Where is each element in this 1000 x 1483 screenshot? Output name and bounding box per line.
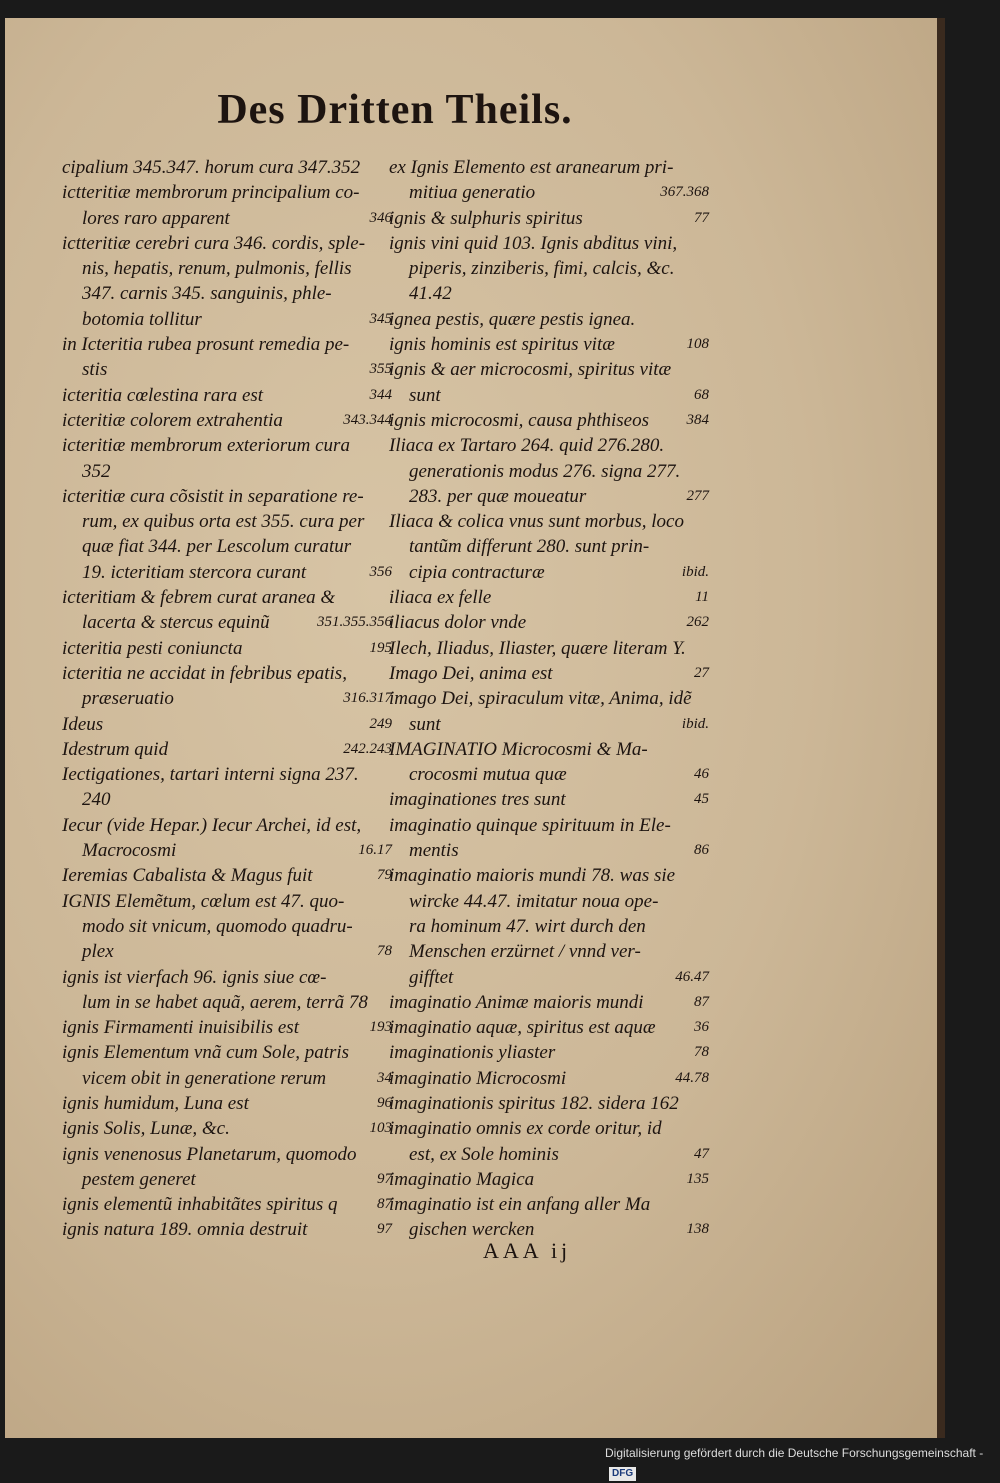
index-entry-text: IMAGINATIO Microcosmi & Ma- <box>389 738 648 760</box>
index-entry-page: 79 <box>377 867 392 884</box>
index-entry-page: 46.47 <box>675 968 709 985</box>
index-entry <box>389 509 709 534</box>
index-entry <box>389 1091 709 1116</box>
index-entry <box>389 560 709 585</box>
index-entry <box>62 939 392 964</box>
index-entry <box>389 433 709 458</box>
index-entry-text: vicem obit in generatione rerum <box>82 1067 327 1089</box>
index-entry-page: 367.368 <box>660 184 709 201</box>
index-entry-text: ex Ignis Elemento est aranearum pri- <box>389 157 674 178</box>
index-entry <box>389 889 709 914</box>
index-entry-text: generationis modus 276. signa 277. <box>409 460 681 482</box>
index-entry-page: 316.317 <box>343 690 392 707</box>
index-entry-text: imaginatio ist ein anfang aller Ma <box>389 1194 651 1216</box>
index-entry-text: ignis Solis, Lunæ, &c. <box>62 1118 230 1140</box>
index-entry-text: stis <box>82 359 108 381</box>
index-entry-page: 86 <box>694 842 709 859</box>
index-entry <box>389 914 709 939</box>
index-entry-text: crocosmi mutua quæ <box>409 764 567 786</box>
index-entry-text: piperis, zinziberis, fimi, calcis, &c. <box>409 258 675 280</box>
index-entry-text: gischen wercken <box>409 1219 535 1241</box>
index-entry-text: quæ fiat 344. per Lescolum curatur <box>82 536 352 558</box>
index-entry <box>62 813 392 838</box>
index-entry-page: 47 <box>694 1145 709 1162</box>
index-entry <box>62 838 392 863</box>
index-entry <box>62 256 392 281</box>
index-entry-text: ignis & aer microcosmi, spiritus vitæ <box>389 359 672 381</box>
index-entry-page: 351.355.356 <box>317 614 392 631</box>
index-entry-page: 78 <box>377 943 392 960</box>
index-entry <box>389 838 709 863</box>
index-entry <box>62 534 392 559</box>
index-entry <box>62 307 392 332</box>
index-entry <box>62 686 392 711</box>
index-entry-page: 356 <box>369 563 392 580</box>
index-entry <box>389 1116 709 1141</box>
dfg-logo-icon: DFG <box>609 1467 636 1481</box>
index-entry-text: 19. icteritiam stercora curant <box>82 561 307 583</box>
index-entry-text: 41.42 <box>409 283 452 305</box>
index-entry-text: imaginationes tres sunt <box>389 789 566 811</box>
index-entry <box>62 1192 392 1217</box>
index-entry-text: Iliaca & colica vnus sunt morbus, loco <box>389 511 684 533</box>
index-entry <box>389 408 709 433</box>
index-entry-page: 344 <box>369 386 392 403</box>
index-entry <box>389 383 709 408</box>
index-entry-text: cipalium 345.347. horum cura 347.352 <box>62 157 361 178</box>
index-entry-page: 108 <box>686 336 709 353</box>
index-entry <box>389 787 709 812</box>
signature-mark: AAA ij <box>483 1238 572 1263</box>
index-entry-text: imaginatio Microcosmi <box>389 1067 567 1089</box>
index-entry-page: 45 <box>694 791 709 808</box>
index-entry-page: 96 <box>377 1094 392 1111</box>
index-entry-text: Ilech, Iliadus, Iliaster, quære literam Y. <box>389 637 686 659</box>
index-entry <box>62 1142 392 1167</box>
index-entry <box>389 1040 709 1065</box>
index-entry-text: Iecur (vide Hepar.) Iecur Archei, id est, <box>62 814 362 836</box>
index-entry-page: 34 <box>377 1069 392 1086</box>
index-entry <box>62 231 392 256</box>
index-entry <box>389 585 709 610</box>
index-entry-text: botomia tollitur <box>82 308 202 330</box>
page-title: Des Dritten Theils. <box>217 87 573 133</box>
index-entry-text: icteritia cœlestina rara est <box>62 384 264 406</box>
index-entry-text: cipia contracturæ <box>409 561 545 583</box>
index-entry <box>62 357 392 382</box>
index-entry-text: ignis elementũ inhabitãtes spiritus q <box>62 1194 338 1216</box>
index-entry-text: 283. per quæ moueatur <box>409 485 587 507</box>
index-entry-text: ignis microcosmi, causa phthiseos <box>389 409 650 431</box>
index-entry-text: ignis hominis est spiritus vitæ <box>389 334 615 356</box>
index-entry <box>389 459 709 484</box>
index-entry <box>389 712 709 737</box>
index-entry-page: 97 <box>377 1221 392 1238</box>
index-entry <box>62 281 392 306</box>
index-entry <box>62 610 392 635</box>
index-entry <box>62 484 392 509</box>
index-entry-text: ignis & sulphuris spiritus <box>389 207 583 229</box>
index-entry <box>389 332 709 357</box>
index-entry-text: wircke 44.47. imitatur noua ope- <box>409 890 659 912</box>
index-entry-text: gifftet <box>409 966 454 988</box>
index-entry <box>389 610 709 635</box>
index-entry-text: mentis <box>409 840 459 862</box>
index-entry-text: Idestrum quid <box>62 738 169 760</box>
index-entry <box>389 1015 709 1040</box>
index-entry <box>62 332 392 357</box>
index-entry-text: ignis Elementum vnã cum Sole, patris <box>62 1042 350 1064</box>
index-entry-text: Iliaca ex Tartaro 264. quid 276.280. <box>389 435 665 457</box>
index-entry-text: Macrocosmi <box>82 840 177 862</box>
index-entry-text: ignis venenosus Planetarum, quomodo <box>62 1143 357 1165</box>
index-entry-page: 262 <box>686 614 709 631</box>
index-entry <box>62 889 392 914</box>
index-entry <box>389 1142 709 1167</box>
index-entry-text: 352 <box>82 460 111 482</box>
index-entry-text: lum in se habet aquã, aerem, terrã 78 <box>82 991 368 1013</box>
index-entry-text: sunt <box>409 384 441 406</box>
index-entry <box>389 484 709 509</box>
index-entry-text: Ideus <box>62 713 104 735</box>
index-entry <box>389 686 709 711</box>
index-entry-text: icteritiæ colorem extrahentia <box>62 409 283 431</box>
index-entry-text: imaginatio quinque spirituum in Ele- <box>389 814 671 836</box>
index-entry-page: 345 <box>369 310 392 327</box>
index-entry-text: ignea pestis, quære pestis ignea. <box>389 308 636 330</box>
index-entry-text: 240 <box>82 789 111 811</box>
index-entry-text: icteritiæ membrorum exteriorum cura <box>62 435 350 457</box>
index-entry <box>62 1217 392 1242</box>
index-entry <box>62 636 392 661</box>
index-entry-text: icteritia ne accidat in febribus epatis, <box>62 662 347 684</box>
index-entry-text: imaginationis spiritus 182. sidera 162 <box>389 1092 679 1114</box>
index-entry <box>62 787 392 812</box>
index-entry-text: nis, hepatis, renum, pulmonis, fellis <box>82 258 352 280</box>
index-entry <box>389 661 709 686</box>
index-entry-page: 78 <box>694 1044 709 1061</box>
index-entry-page: 195 <box>369 639 392 656</box>
index-entry-text: Ieremias Cabalista & Magus fuit <box>62 865 313 887</box>
index-entry <box>62 1091 392 1116</box>
index-entry <box>389 256 709 281</box>
index-entry-text: imaginatio aquæ, spiritus est aquæ <box>389 1017 656 1039</box>
index-entry-text: ignis ist vierfach 96. ignis siue cœ- <box>62 966 327 988</box>
index-entry-text: ignis vini quid 103. Ignis abditus vini, <box>389 232 678 254</box>
index-entry-text: præseruatio <box>82 688 174 710</box>
index-entry <box>62 383 392 408</box>
index-entry <box>62 155 392 180</box>
index-entry <box>389 863 709 888</box>
index-entry-text: ignis natura 189. omnia destruit <box>62 1219 308 1241</box>
index-entry-text: est, ex Sole hominis <box>409 1143 559 1165</box>
index-entry-text: imaginationis yliaster <box>389 1042 556 1064</box>
index-entry-text: ra hominum 47. wirt durch den <box>409 915 646 937</box>
index-entry-text: imaginatio maioris mundi 78. was sie <box>389 865 676 887</box>
index-entry-page: 27 <box>694 664 709 681</box>
index-entry-text: in Icteritia rubea prosunt remedia pe- <box>62 334 350 356</box>
book-page <box>5 18 945 1438</box>
index-entry-text: lacerta & stercus equinũ <box>82 612 270 634</box>
index-entry <box>389 1167 709 1192</box>
index-entry-page: 44.78 <box>675 1069 709 1086</box>
index-entry <box>62 762 392 787</box>
index-entry <box>389 1192 709 1217</box>
index-entry <box>62 560 392 585</box>
index-entry <box>62 1066 392 1091</box>
index-entry <box>62 863 392 888</box>
index-entry-text: IGNIS Elemẽtum, cœlum est 47. quo- <box>62 890 345 912</box>
index-entry-page: 242.243 <box>343 740 392 757</box>
index-entry-page: 97 <box>377 1170 392 1187</box>
index-entry-page: 11 <box>695 589 709 606</box>
dfg-footer <box>605 1443 995 1479</box>
index-entry <box>62 509 392 534</box>
footer-text: Digitalisierung gefördert durch die Deutsche Forschungsgemeinschaft - <box>605 1446 984 1460</box>
index-entry-text: Iectigationes, tartari interni signa 237. <box>62 764 359 786</box>
index-entry-text: 347. carnis 345. sanguinis, phle- <box>82 283 332 305</box>
index-entry-text: imaginatio omnis ex corde oritur, id <box>389 1118 662 1140</box>
index-entry <box>389 231 709 256</box>
index-entry <box>62 1116 392 1141</box>
index-entry <box>62 180 392 205</box>
index-entry <box>389 534 709 559</box>
index-entry <box>62 737 392 762</box>
index-entry-text: iliaca ex felle <box>389 587 492 609</box>
index-entry <box>62 1040 392 1065</box>
index-entry <box>62 408 392 433</box>
index-entry-page: 103 <box>369 1120 392 1137</box>
index-entry <box>62 585 392 610</box>
index-entry <box>62 914 392 939</box>
index-entry <box>62 1167 392 1192</box>
index-entry <box>389 939 709 964</box>
index-entry <box>389 281 709 306</box>
index-entry-page: 36 <box>694 1019 709 1036</box>
index-entry-text: ictteritiæ membrorum principalium co- <box>62 182 360 204</box>
index-entry <box>389 180 709 205</box>
index-entry-text: mitiua generatio <box>409 182 536 204</box>
index-entry-text: pestem generet <box>82 1168 196 1190</box>
index-entry-page: 77 <box>694 209 709 226</box>
index-entry <box>389 965 709 990</box>
index-entry-page: ibid. <box>681 715 709 732</box>
index-entry <box>62 661 392 686</box>
index-entry <box>389 155 709 180</box>
index-entry <box>62 712 392 737</box>
index-entry <box>62 965 392 990</box>
index-entry-page: 355 <box>369 361 392 378</box>
index-entry-text: icteritiam & febrem curat aranea & <box>62 587 336 609</box>
index-entry-page: 346 <box>369 209 392 226</box>
index-entry <box>389 636 709 661</box>
index-entry <box>389 990 709 1015</box>
index-entry-page: 87 <box>377 1196 392 1213</box>
index-entry <box>62 433 392 458</box>
index-entry-page: 135 <box>686 1170 709 1187</box>
index-entry-page: 384 <box>686 411 709 428</box>
index-entry-text: icteritia pesti coniuncta <box>62 637 243 659</box>
index-entry <box>62 990 392 1015</box>
index-entry-text: plex <box>82 941 114 963</box>
index-entry <box>62 1015 392 1040</box>
index-entry <box>389 1066 709 1091</box>
index-entry <box>389 737 709 762</box>
index-column-right <box>389 155 709 1243</box>
index-entry <box>389 762 709 787</box>
index-entry-page: 343.344 <box>343 411 392 428</box>
index-entry-text: rum, ex quibus orta est 355. cura per <box>82 511 365 533</box>
index-entry-text: Imago Dei, anima est <box>389 662 553 684</box>
index-entry-text: imago Dei, spiraculum vitæ, Anima, idẽ <box>389 688 692 710</box>
index-column-left <box>62 155 392 1243</box>
index-entry-text: ignis humidum, Luna est <box>62 1092 249 1114</box>
index-entry-text: imaginatio Magica <box>389 1168 535 1190</box>
index-entry-page: 277 <box>686 487 709 504</box>
index-entry-text: Menschen erzürnet / vnnd ver- <box>409 941 641 963</box>
index-entry-text: sunt <box>409 713 441 735</box>
index-entry-text: lores raro apparent <box>82 207 230 229</box>
index-entry-text: ignis Firmamenti inuisibilis est <box>62 1017 299 1039</box>
index-entry-page: 46 <box>694 766 709 783</box>
index-entry-page: 249 <box>369 715 392 732</box>
index-entry <box>389 357 709 382</box>
index-entry <box>62 206 392 231</box>
index-entry-text: ictteritiæ cerebri cura 346. cordis, sple- <box>62 232 366 254</box>
index-entry-text: iliacus dolor vnde <box>389 612 527 634</box>
index-entry-text: imaginatio Animæ maioris mundi <box>389 991 644 1013</box>
index-entry-page: ibid. <box>681 563 709 580</box>
index-entry-page: 138 <box>686 1221 709 1238</box>
index-entry-page: 68 <box>694 386 709 403</box>
index-entry-page: 16.17 <box>358 842 392 859</box>
index-entry-text: modo sit vnicum, quomodo quadru- <box>82 915 353 937</box>
index-entry <box>389 206 709 231</box>
index-entry-page: 193 <box>369 1019 392 1036</box>
index-entry <box>389 307 709 332</box>
index-entry-text: tantũm differunt 280. sunt prin- <box>409 536 650 558</box>
index-entry <box>62 459 392 484</box>
index-entry-page: 87 <box>694 993 709 1010</box>
index-entry-text: icteritiæ cura cõsistit in separatione re- <box>62 485 364 507</box>
index-entry <box>389 813 709 838</box>
